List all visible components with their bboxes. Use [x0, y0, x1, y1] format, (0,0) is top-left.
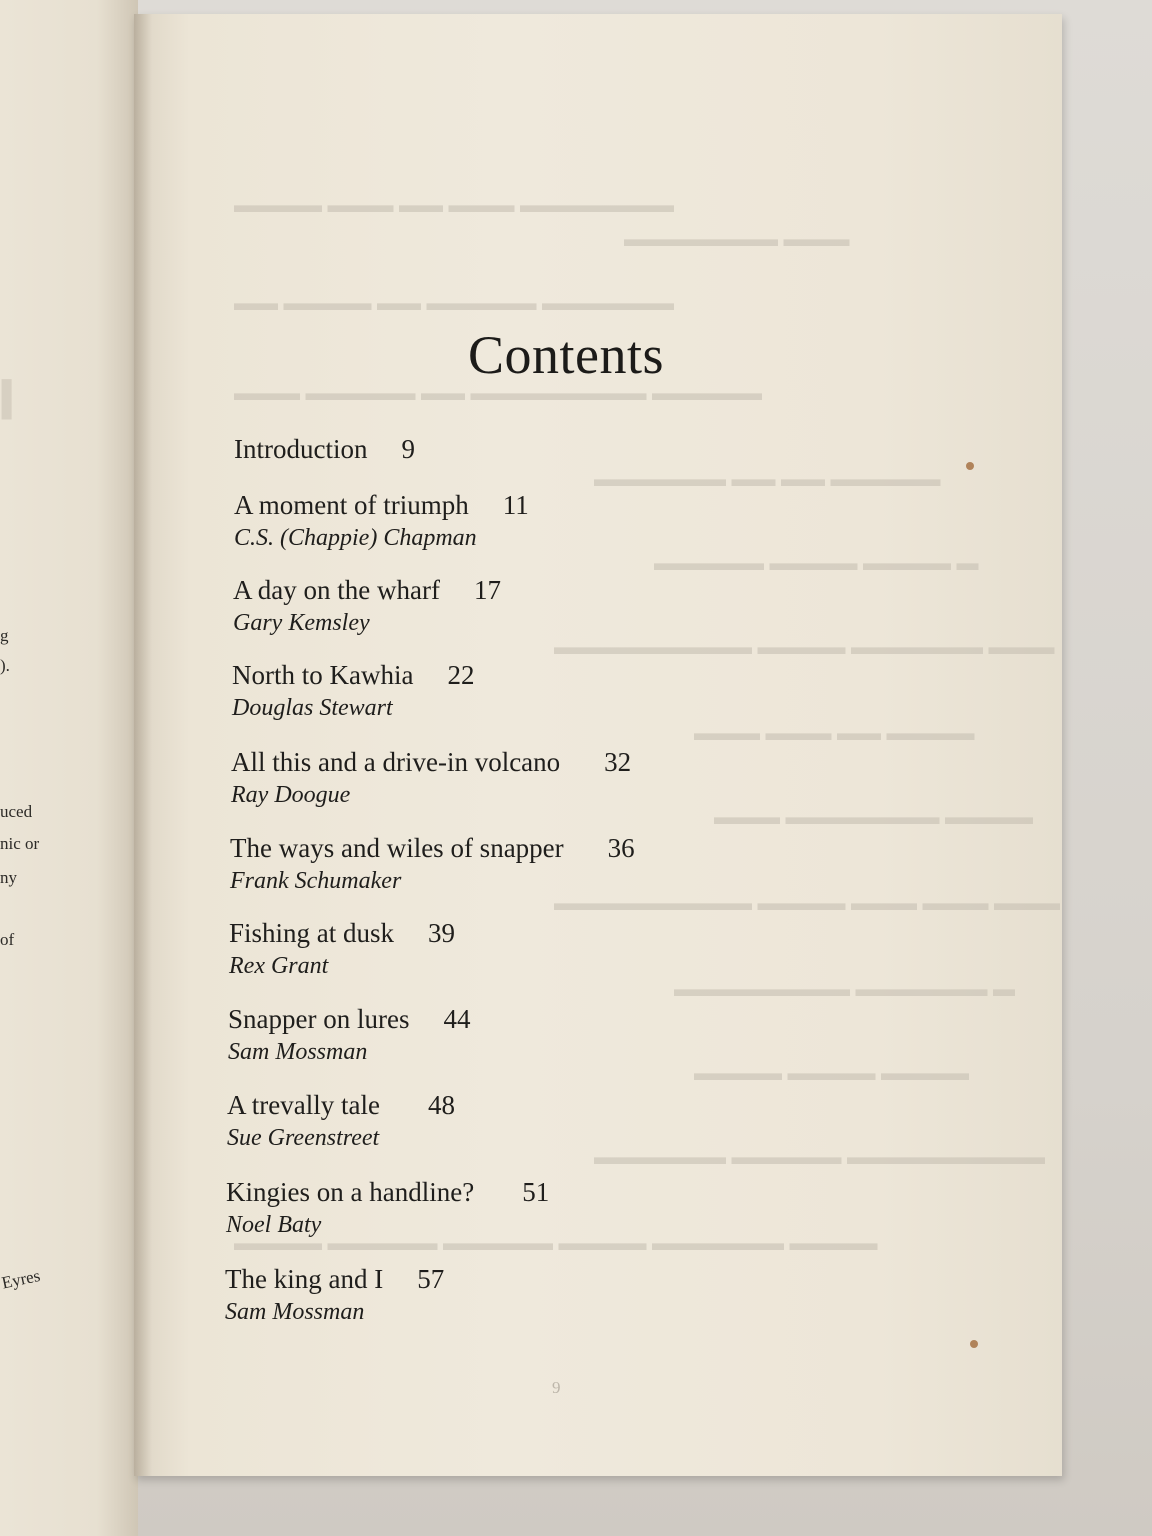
entry-author: Sue Greenstreet	[227, 1125, 380, 1151]
left-fragment: g	[0, 626, 9, 645]
show-through-text: ▬▬▬▬ ▬▬▬▬▬▬▬ ▬▬▬	[714, 804, 1033, 829]
left-fragment: nic or	[0, 834, 40, 853]
toc-entry	[232, 660, 474, 722]
left-fragment: Eyres	[0, 1265, 42, 1293]
entry-title: A moment of triumph	[234, 490, 469, 520]
toc-entry	[233, 575, 501, 637]
entry-title: North to Kawhia	[232, 660, 414, 690]
left-fragment: ).	[0, 656, 10, 675]
show-through-text: ▬▬▬▬ ▬▬▬▬ ▬▬▬▬	[694, 1060, 969, 1085]
faint-print: ▍	[2, 382, 29, 419]
toc-entry	[234, 434, 415, 465]
entry-author: Ray Doogue	[231, 782, 351, 808]
entry-author: Douglas Stewart	[232, 695, 393, 721]
entry-title: All this and a drive-in volcano	[231, 747, 561, 777]
entry-title: A day on the wharf	[233, 575, 440, 605]
entry-page-number: 22	[447, 660, 475, 690]
toc-entry	[227, 1090, 455, 1152]
left-facing-page	[0, 0, 138, 1536]
left-fragment: uced	[0, 802, 33, 821]
entry-title: Introduction	[234, 434, 368, 464]
entry-title: Kingies on a handline?	[226, 1177, 475, 1207]
toc-entry	[231, 747, 631, 809]
toc-entry	[228, 1004, 470, 1066]
toc-entry	[229, 918, 455, 980]
entry-author: Gary Kemsley	[233, 610, 370, 636]
entry-page-number: 36	[607, 833, 635, 863]
entry-author: Frank Schumaker	[230, 868, 402, 894]
show-through-text: ▬▬▬▬▬ ▬▬▬▬▬▬▬▬ ▬▬ ▬▬▬▬▬ ▬▬▬	[234, 380, 762, 405]
entry-page-number: 11	[502, 490, 529, 520]
entry-page-number: 44	[443, 1004, 471, 1034]
entry-title: The king and I	[225, 1264, 384, 1294]
show-through-text: ▬▬▬ ▬▬▬▬▬▬▬	[624, 226, 850, 251]
show-through-text: ▬ ▬▬▬▬▬▬ ▬▬▬▬▬▬▬▬	[674, 976, 1015, 1001]
entry-title: A trevally tale	[227, 1090, 380, 1120]
toc-entry	[234, 490, 529, 552]
entry-author: Sam Mossman	[225, 1299, 365, 1325]
show-through-text: ▬▬▬ ▬▬▬▬▬▬ ▬▬▬▬ ▬▬▬▬▬▬▬▬▬	[554, 634, 1055, 659]
entry-page-number: 51	[522, 1177, 550, 1207]
show-through-text: ▬▬▬▬ ▬▬ ▬▬▬ ▬▬▬	[694, 720, 975, 745]
entry-author: Sam Mossman	[228, 1039, 368, 1065]
show-through-text: ▬▬▬ ▬▬▬ ▬▬▬ ▬▬▬▬ ▬▬▬▬▬▬▬▬▬	[554, 890, 1060, 915]
show-through-text: ▬▬▬▬▬▬▬ ▬▬▬ ▬▬ ▬▬▬ ▬▬▬▬	[234, 192, 674, 217]
entry-page-number: 57	[417, 1264, 445, 1294]
show-through-text: ▬▬▬▬▬▬ ▬▬▬▬▬ ▬▬ ▬▬▬▬ ▬▬	[234, 290, 674, 315]
entry-page-number: 17	[473, 575, 501, 605]
foxing-spot	[970, 1340, 978, 1348]
entry-title: Snapper on lures	[228, 1004, 410, 1034]
toc-entry	[225, 1264, 444, 1326]
entry-page-number: 9	[401, 434, 415, 464]
entry-author: Noel Baty	[226, 1212, 322, 1238]
show-through-text: ▬ ▬▬▬▬ ▬▬▬▬ ▬▬▬▬▬	[654, 550, 979, 575]
show-through-text: ▬▬▬▬▬ ▬▬ ▬▬ ▬▬▬▬▬▬	[594, 466, 941, 491]
page-title: Contents	[468, 325, 665, 385]
toc-entry	[226, 1177, 549, 1239]
entry-title: The ways and wiles of snapper	[230, 833, 564, 863]
left-fragment: of	[0, 930, 15, 949]
toc-entry	[230, 833, 635, 895]
entry-author: Rex Grant	[229, 953, 329, 979]
show-through-text: ▬▬▬▬ ▬▬▬▬▬▬ ▬▬▬▬ ▬▬▬▬▬ ▬▬▬▬▬ ▬▬▬▬	[234, 1230, 878, 1255]
page-folio: 9	[552, 1378, 561, 1397]
entry-title: Fishing at dusk	[229, 918, 395, 948]
spine-shadow	[134, 14, 152, 1476]
left-fragment: ny	[0, 868, 17, 887]
show-through-text: ▬▬▬▬▬▬▬▬▬ ▬▬▬▬▬ ▬▬▬▬▬▬	[594, 1144, 1045, 1169]
contents-page	[134, 14, 1062, 1476]
entry-author: C.S. (Chappie) Chapman	[234, 525, 477, 551]
entry-page-number: 32	[604, 747, 632, 777]
entry-page-number: 39	[428, 918, 456, 948]
foxing-spot	[966, 462, 974, 470]
entry-page-number: 48	[427, 1090, 455, 1120]
